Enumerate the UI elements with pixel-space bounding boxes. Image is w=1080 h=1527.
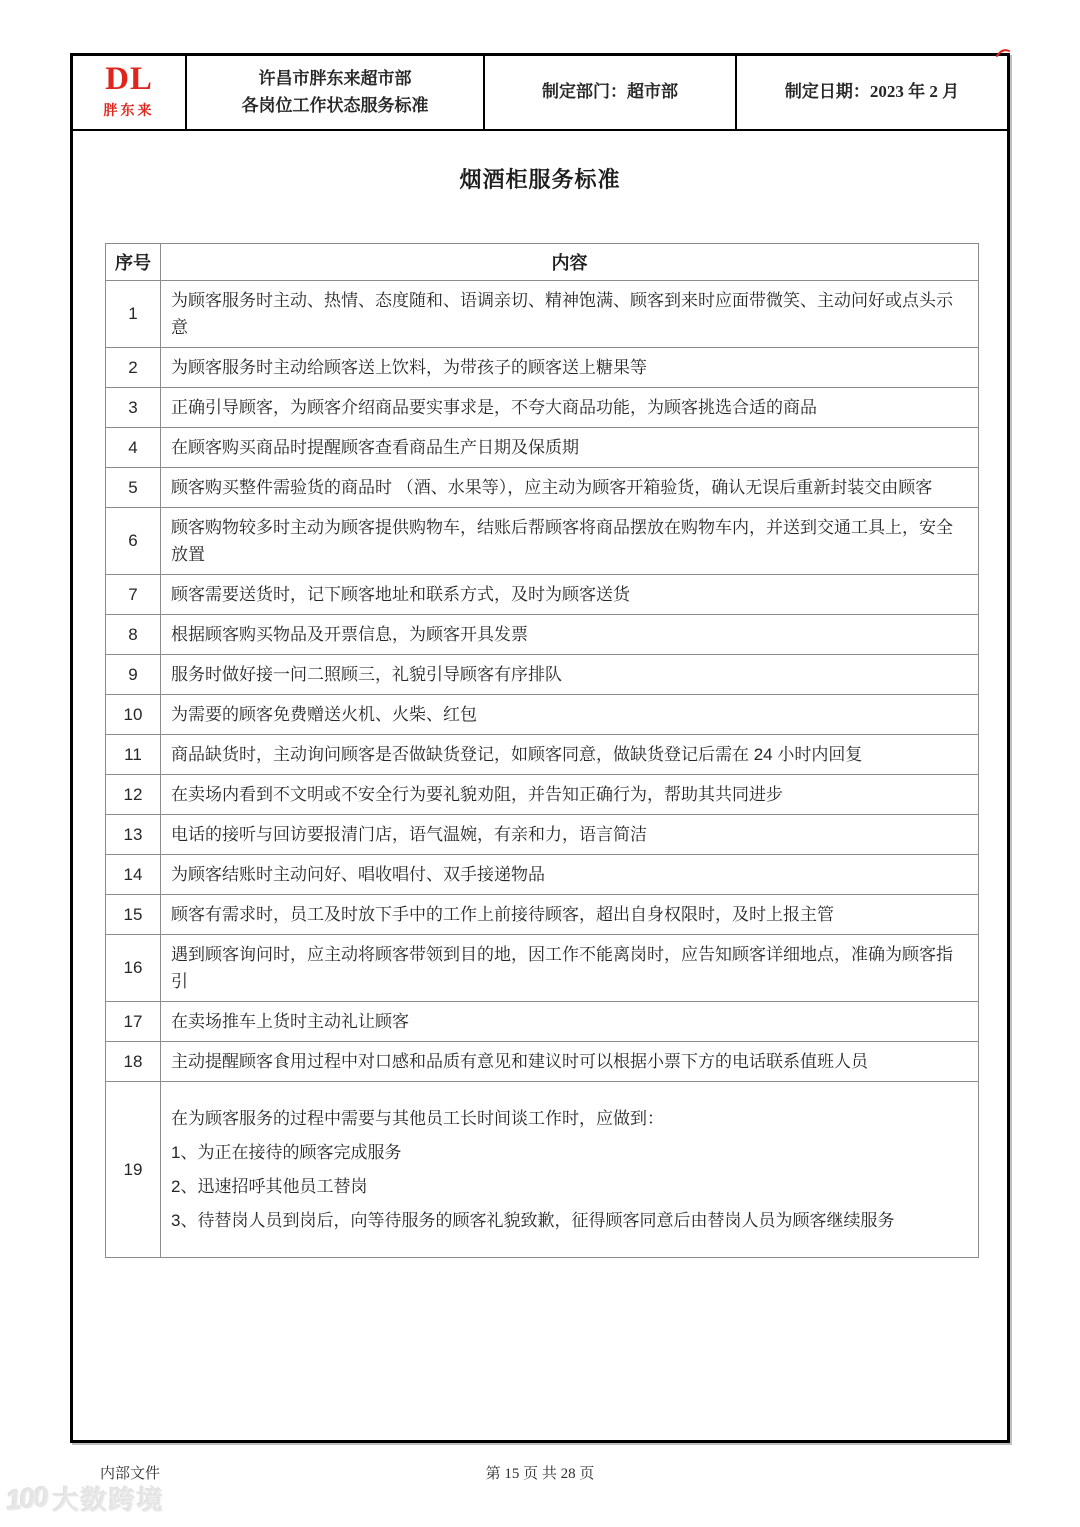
company-logo	[73, 56, 187, 129]
row-content: 在顾客购买商品时提醒顾客查看商品生产日期及保质期	[161, 428, 979, 468]
table-row	[106, 1002, 979, 1042]
watermark-logo-icon: 100	[4, 1480, 49, 1516]
table-row	[106, 695, 979, 735]
row-content: 在卖场推车上货时主动礼让顾客	[161, 1002, 979, 1042]
table-row	[106, 388, 979, 428]
row-number: 13	[106, 815, 161, 855]
row-content: 顾客购买整件需验货的商品时 （酒、水果等），应主动为顾客开箱验货，确认无误后重新封装交由顾客	[161, 468, 979, 508]
row-content: 为顾客服务时主动、热情、态度随和、语调亲切、精神饱满、顾客到来时应面带微笑、主动问好或点头示意	[161, 281, 979, 348]
row-number: 11	[106, 735, 161, 775]
table-row	[106, 348, 979, 388]
row-number: 12	[106, 775, 161, 815]
row-content-line: 3、待替岗人员到岗后，向等待服务的顾客礼貌致歉，征得顾客同意后由替岗人员为顾客继续服务	[171, 1211, 895, 1230]
table-row	[106, 735, 979, 775]
table-row	[106, 468, 979, 508]
document-title-line1: 许昌市胖东来超市部	[258, 69, 412, 89]
table-row	[106, 935, 979, 1002]
table-row	[106, 508, 979, 575]
logo-accent-icon	[995, 48, 1011, 58]
table-row	[106, 575, 979, 615]
row-content: 正确引导顾客，为顾客介绍商品要实事求是，不夸大商品功能，为顾客挑选合适的商品	[161, 388, 979, 428]
row-number: 5	[106, 468, 161, 508]
row-content: 主动提醒顾客食用过程中对口感和品质有意见和建议时可以根据小票下方的电话联系值班人员	[161, 1042, 979, 1082]
footer-page-number: 第 15 页 共 28 页	[485, 1466, 595, 1482]
table-row	[106, 655, 979, 695]
row-content: 顾客有需求时，员工及时放下手中的工作上前接待顾客，超出自身权限时，及时上报主管	[161, 895, 979, 935]
table-row	[106, 1042, 979, 1082]
row-number: 8	[106, 615, 161, 655]
row-number: 1	[106, 281, 161, 348]
row-content: 服务时做好接一问二照顾三，礼貌引导顾客有序排队	[161, 655, 979, 695]
row-number: 17	[106, 1002, 161, 1042]
table-row	[106, 815, 979, 855]
table-body	[106, 281, 979, 1258]
issuing-department: 制定部门：超市部	[485, 56, 737, 129]
row-number: 3	[106, 388, 161, 428]
table-header-row	[106, 244, 979, 281]
table-row	[106, 1082, 979, 1258]
logo-company-name: 胖东来	[103, 102, 155, 119]
row-number: 15	[106, 895, 161, 935]
table-row	[106, 281, 979, 348]
row-content: 在卖场内看到不文明或不安全行为要礼貌劝阻，并告知正确行为，帮助其共同进步	[161, 775, 979, 815]
service-standards-table	[105, 243, 979, 1258]
row-number: 10	[106, 695, 161, 735]
row-content: 电话的接听与回访要报清门店，语气温婉，有亲和力，语言简洁	[161, 815, 979, 855]
row-content: 根据顾客购买物品及开票信息，为顾客开具发票	[161, 615, 979, 655]
row-number: 9	[106, 655, 161, 695]
row-number: 16	[106, 935, 161, 1002]
row-content-line: 2、迅速招呼其他员工替岗	[171, 1177, 368, 1196]
page-title: 烟酒柜服务标准	[459, 167, 621, 192]
footer-classification: 内部文件	[100, 1466, 161, 1482]
table-row	[106, 615, 979, 655]
table-row	[106, 855, 979, 895]
row-number: 4	[106, 428, 161, 468]
row-content: 为顾客结账时主动问好、唱收唱付、双手接递物品	[161, 855, 979, 895]
row-number: 6	[106, 508, 161, 575]
row-number: 18	[106, 1042, 161, 1082]
row-number: 7	[106, 575, 161, 615]
table-row	[106, 775, 979, 815]
watermark-brand-text: 大数跨境	[52, 1485, 165, 1515]
column-header-no: 序号	[106, 244, 161, 281]
row-content: 为顾客服务时主动给顾客送上饮料，为带孩子的顾客送上糖果等	[161, 348, 979, 388]
column-header-content: 内容	[161, 244, 979, 281]
table-row	[106, 895, 979, 935]
row-content: 顾客购物较多时主动为顾客提供购物车，结账后帮顾客将商品摆放在购物车内，并送到交通工具上，安全放置	[161, 508, 979, 575]
table-row	[106, 428, 979, 468]
document-title-cell	[187, 56, 485, 129]
row-content-line: 在为顾客服务的过程中需要与其他员工长时间谈工作时，应做到：	[171, 1109, 664, 1128]
row-number: 14	[106, 855, 161, 895]
table-header	[106, 244, 979, 281]
document-header	[73, 56, 1007, 131]
row-content: 为需要的顾客免费赠送火机、火柴、红包	[161, 695, 979, 735]
row-number: 2	[106, 348, 161, 388]
row-content: 顾客需要送货时，记下顾客地址和联系方式，及时为顾客送货	[161, 575, 979, 615]
document-frame	[70, 53, 1010, 1443]
row-content	[161, 1082, 979, 1258]
row-content: 遇到顾客询问时，应主动将顾客带领到目的地，因工作不能离岗时，应告知顾客详细地点，准确为顾客指引	[161, 935, 979, 1002]
document-title-line2: 各岗位工作状态服务标准	[241, 95, 429, 115]
row-content-line: 1、为正在接待的顾客完成服务	[171, 1143, 402, 1162]
issue-date: 制定日期：2023 年 2 月	[784, 82, 960, 102]
row-content: 商品缺货时，主动询问顾客是否做缺货登记，如顾客同意，做缺货登记后需在 24 小时内回复	[161, 735, 979, 775]
watermark	[6, 1480, 165, 1517]
row-number: 19	[106, 1082, 161, 1258]
logo-initials: DL	[105, 61, 153, 98]
